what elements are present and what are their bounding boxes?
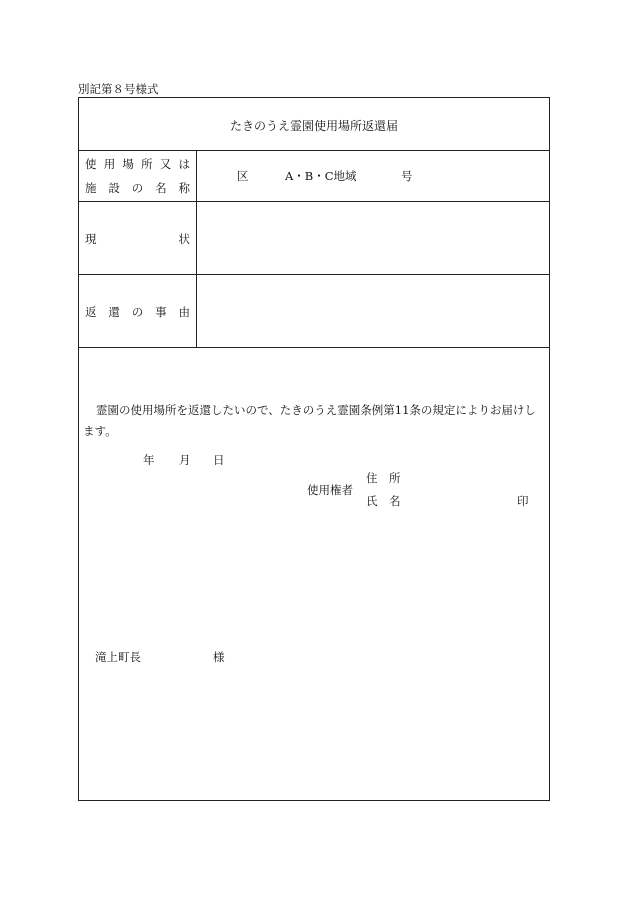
- applicant-role: 使用権者: [307, 483, 353, 497]
- label-char: 還: [108, 305, 120, 319]
- reason-label: [85, 304, 190, 320]
- label-char: 事: [155, 305, 167, 319]
- label-char: 由: [178, 305, 190, 319]
- label-char: 又: [159, 157, 172, 171]
- location-go: 号: [401, 169, 413, 183]
- form-title: たきのうえ霊園使用場所返還届: [229, 119, 398, 133]
- divider: [79, 347, 549, 348]
- label-char: 施: [85, 181, 97, 195]
- reason-field[interactable]: [197, 275, 549, 346]
- label-char: 設: [108, 181, 120, 195]
- addressee-name: 滝上町長: [95, 650, 141, 664]
- label-char: 称: [178, 181, 190, 195]
- date-month: 月: [179, 453, 191, 467]
- location-area: A・B・C地域: [285, 169, 357, 183]
- location-label-line1: [85, 156, 190, 172]
- status-label: [85, 231, 190, 247]
- return-form-frame: [78, 97, 550, 801]
- label-char: 名: [155, 181, 167, 195]
- addressee-honorific: 様: [213, 650, 225, 664]
- reason-label-text: [85, 304, 190, 320]
- address-label: 住 所: [366, 471, 401, 485]
- form-number: 別記第８号様式: [78, 82, 159, 96]
- label-char: 用: [103, 157, 116, 171]
- status-label-b: 状: [178, 232, 190, 246]
- label-char: は: [178, 157, 190, 171]
- label-char: 使: [85, 157, 97, 171]
- status-field[interactable]: [197, 202, 549, 273]
- name-label: 氏 名: [366, 494, 401, 508]
- date-year: 年: [143, 453, 155, 467]
- label-char: の: [131, 181, 144, 195]
- label-char: 所: [141, 157, 153, 171]
- label-char: の: [131, 305, 144, 319]
- divider: [79, 150, 549, 151]
- status-label-a: 現: [85, 232, 97, 246]
- date-day: 日: [213, 453, 225, 467]
- statement-text: 霊園の使用場所を返還したいので、たきのうえ霊園条例第11条の規定によりお届けします。: [83, 403, 536, 438]
- label-char: 返: [85, 305, 97, 319]
- seal-mark: 印: [517, 494, 529, 508]
- location-label-line2: [85, 180, 190, 196]
- label-char: 場: [122, 157, 134, 171]
- location-ku: 区: [237, 169, 249, 183]
- location-label: [85, 156, 190, 196]
